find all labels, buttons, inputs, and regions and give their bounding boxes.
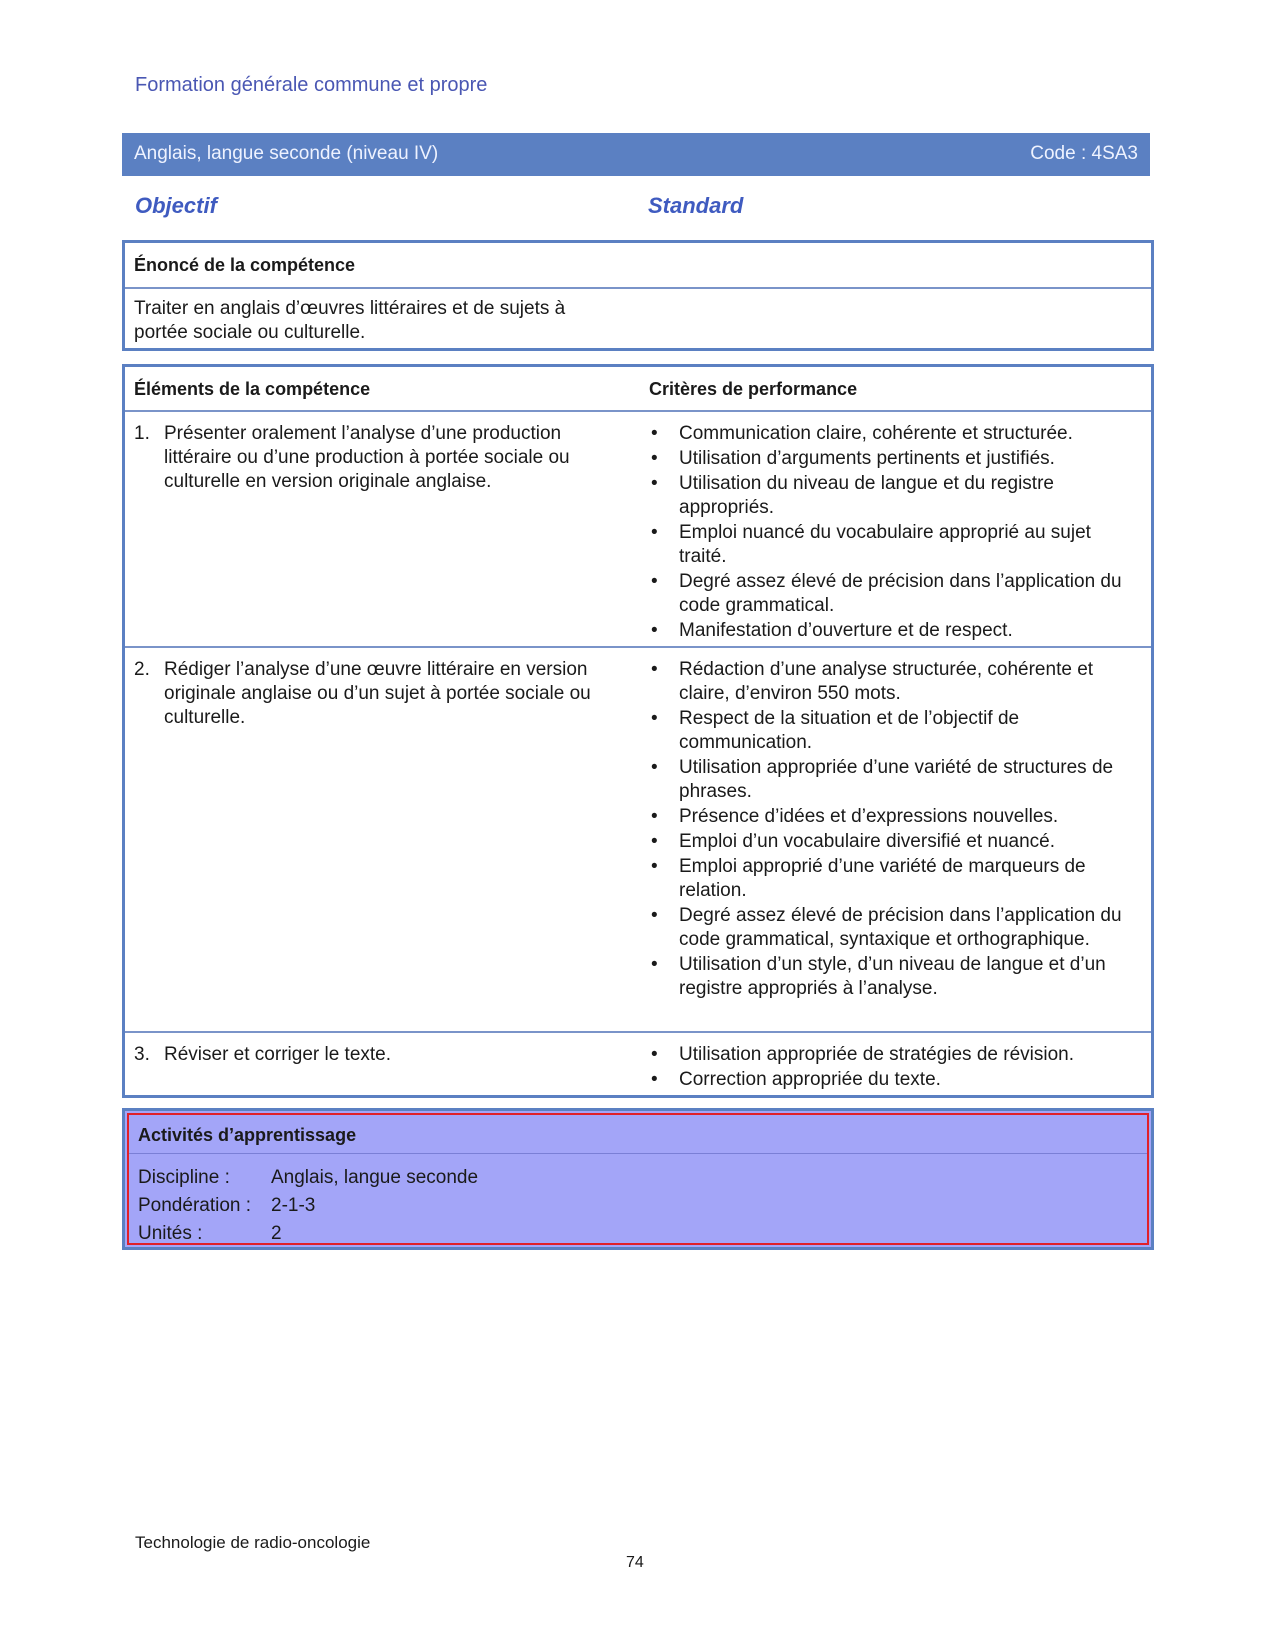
element-text [134, 422, 614, 494]
footer-program: Technologie de radio-oncologie [135, 1533, 371, 1552]
element-description: Rédiger l’analyse d’une œuvre littéraire en version originale anglaise ou d’un sujet à portée sociale ou culturelle. [164, 659, 591, 728]
table-row [125, 410, 1151, 646]
element-text [134, 658, 614, 730]
unites-label: Unités : [138, 1223, 203, 1244]
criteria-column-title: Critères de performance [649, 379, 858, 399]
objectif-label: Objectif [135, 193, 217, 218]
discipline-value: Anglais, langue seconde [271, 1167, 479, 1188]
ponderation-label: Pondération : [138, 1195, 252, 1216]
table-row [125, 1031, 1151, 1093]
element-number: 1. [134, 423, 150, 444]
element-description: Réviser et corriger le texte. [164, 1044, 392, 1065]
elements-header [125, 367, 1151, 410]
criteria-list [649, 1043, 1129, 1093]
elements-column-title: Éléments de la compétence [134, 379, 371, 399]
criteria-list [649, 658, 1129, 1002]
table-row [125, 646, 1151, 1031]
criterion-item: • Emploi nuancé du vocabulaire approprié au sujet traité. [649, 521, 1129, 569]
ponderation-row [138, 1195, 315, 1217]
criterion-item: • Utilisation d’un style, d’un niveau de langue et d’un registre appropriés à l’analyse. [649, 953, 1129, 1001]
elements-table [122, 364, 1154, 1098]
discipline-row [138, 1167, 478, 1189]
activities-title: Activités d’apprentissage [138, 1125, 357, 1145]
criterion-item: • Respect de la situation et de l’objectif de communication. [649, 707, 1129, 755]
criterion-item: • Utilisation appropriée d’une variété de structures de phrases. [649, 756, 1129, 804]
course-title: Anglais, langue seconde (niveau IV) [134, 143, 439, 164]
divider [129, 1153, 1147, 1154]
criterion-item: • Utilisation appropriée de stratégies de révision. [649, 1043, 1129, 1067]
criterion-item: • Utilisation d’arguments pertinents et justifiés. [649, 447, 1129, 471]
criterion-item: • Rédaction d’une analyse structurée, cohérente et claire, d’environ 550 mots. [649, 658, 1129, 706]
criterion-item: • Utilisation du niveau de langue et du registre appropriés. [649, 472, 1129, 520]
activities-box [122, 1108, 1154, 1250]
course-banner [122, 133, 1150, 176]
unites-row [138, 1223, 282, 1245]
enonce-text: Traiter en anglais d’œuvres littéraires et de sujets à portée sociale ou culturelle. [134, 298, 566, 343]
criterion-item: • Présence d’idées et d’expressions nouvelles. [649, 805, 1129, 829]
criterion-item: • Degré assez élevé de précision dans l’application du code grammatical. [649, 570, 1129, 618]
criterion-item: • Manifestation d’ouverture et de respect. [649, 619, 1129, 643]
course-code: Code : 4SA3 [1030, 143, 1138, 164]
element-number: 2. [134, 659, 150, 680]
element-description: Présenter oralement l’analyse d’une production littéraire ou d’une production à portée sociale ou culturelle en version originale anglaise. [164, 423, 570, 492]
criterion-item: • Degré assez élevé de précision dans l’application du code grammatical, syntaxique et orthographique. [649, 904, 1129, 952]
enonce-box [122, 240, 1154, 351]
criterion-item: • Communication claire, cohérente et structurée. [649, 422, 1129, 446]
ponderation-value: 2-1-3 [271, 1195, 316, 1216]
section-title: Formation générale commune et propre [135, 74, 488, 96]
unites-value: 2 [271, 1223, 282, 1244]
enonce-title: Énoncé de la compétence [134, 255, 356, 275]
page-number: 74 [626, 1554, 644, 1571]
criterion-item: • Emploi d’un vocabulaire diversifié et nuancé. [649, 830, 1129, 854]
discipline-label: Discipline : [138, 1167, 230, 1188]
standard-label: Standard [648, 193, 744, 218]
criterion-item: • Emploi approprié d’une variété de marqueurs de relation. [649, 855, 1129, 903]
activities-inner [127, 1113, 1149, 1245]
criteria-list [649, 422, 1129, 644]
criterion-item: • Correction appropriée du texte. [649, 1068, 1129, 1092]
element-number: 3. [134, 1044, 150, 1065]
element-text [134, 1043, 614, 1067]
